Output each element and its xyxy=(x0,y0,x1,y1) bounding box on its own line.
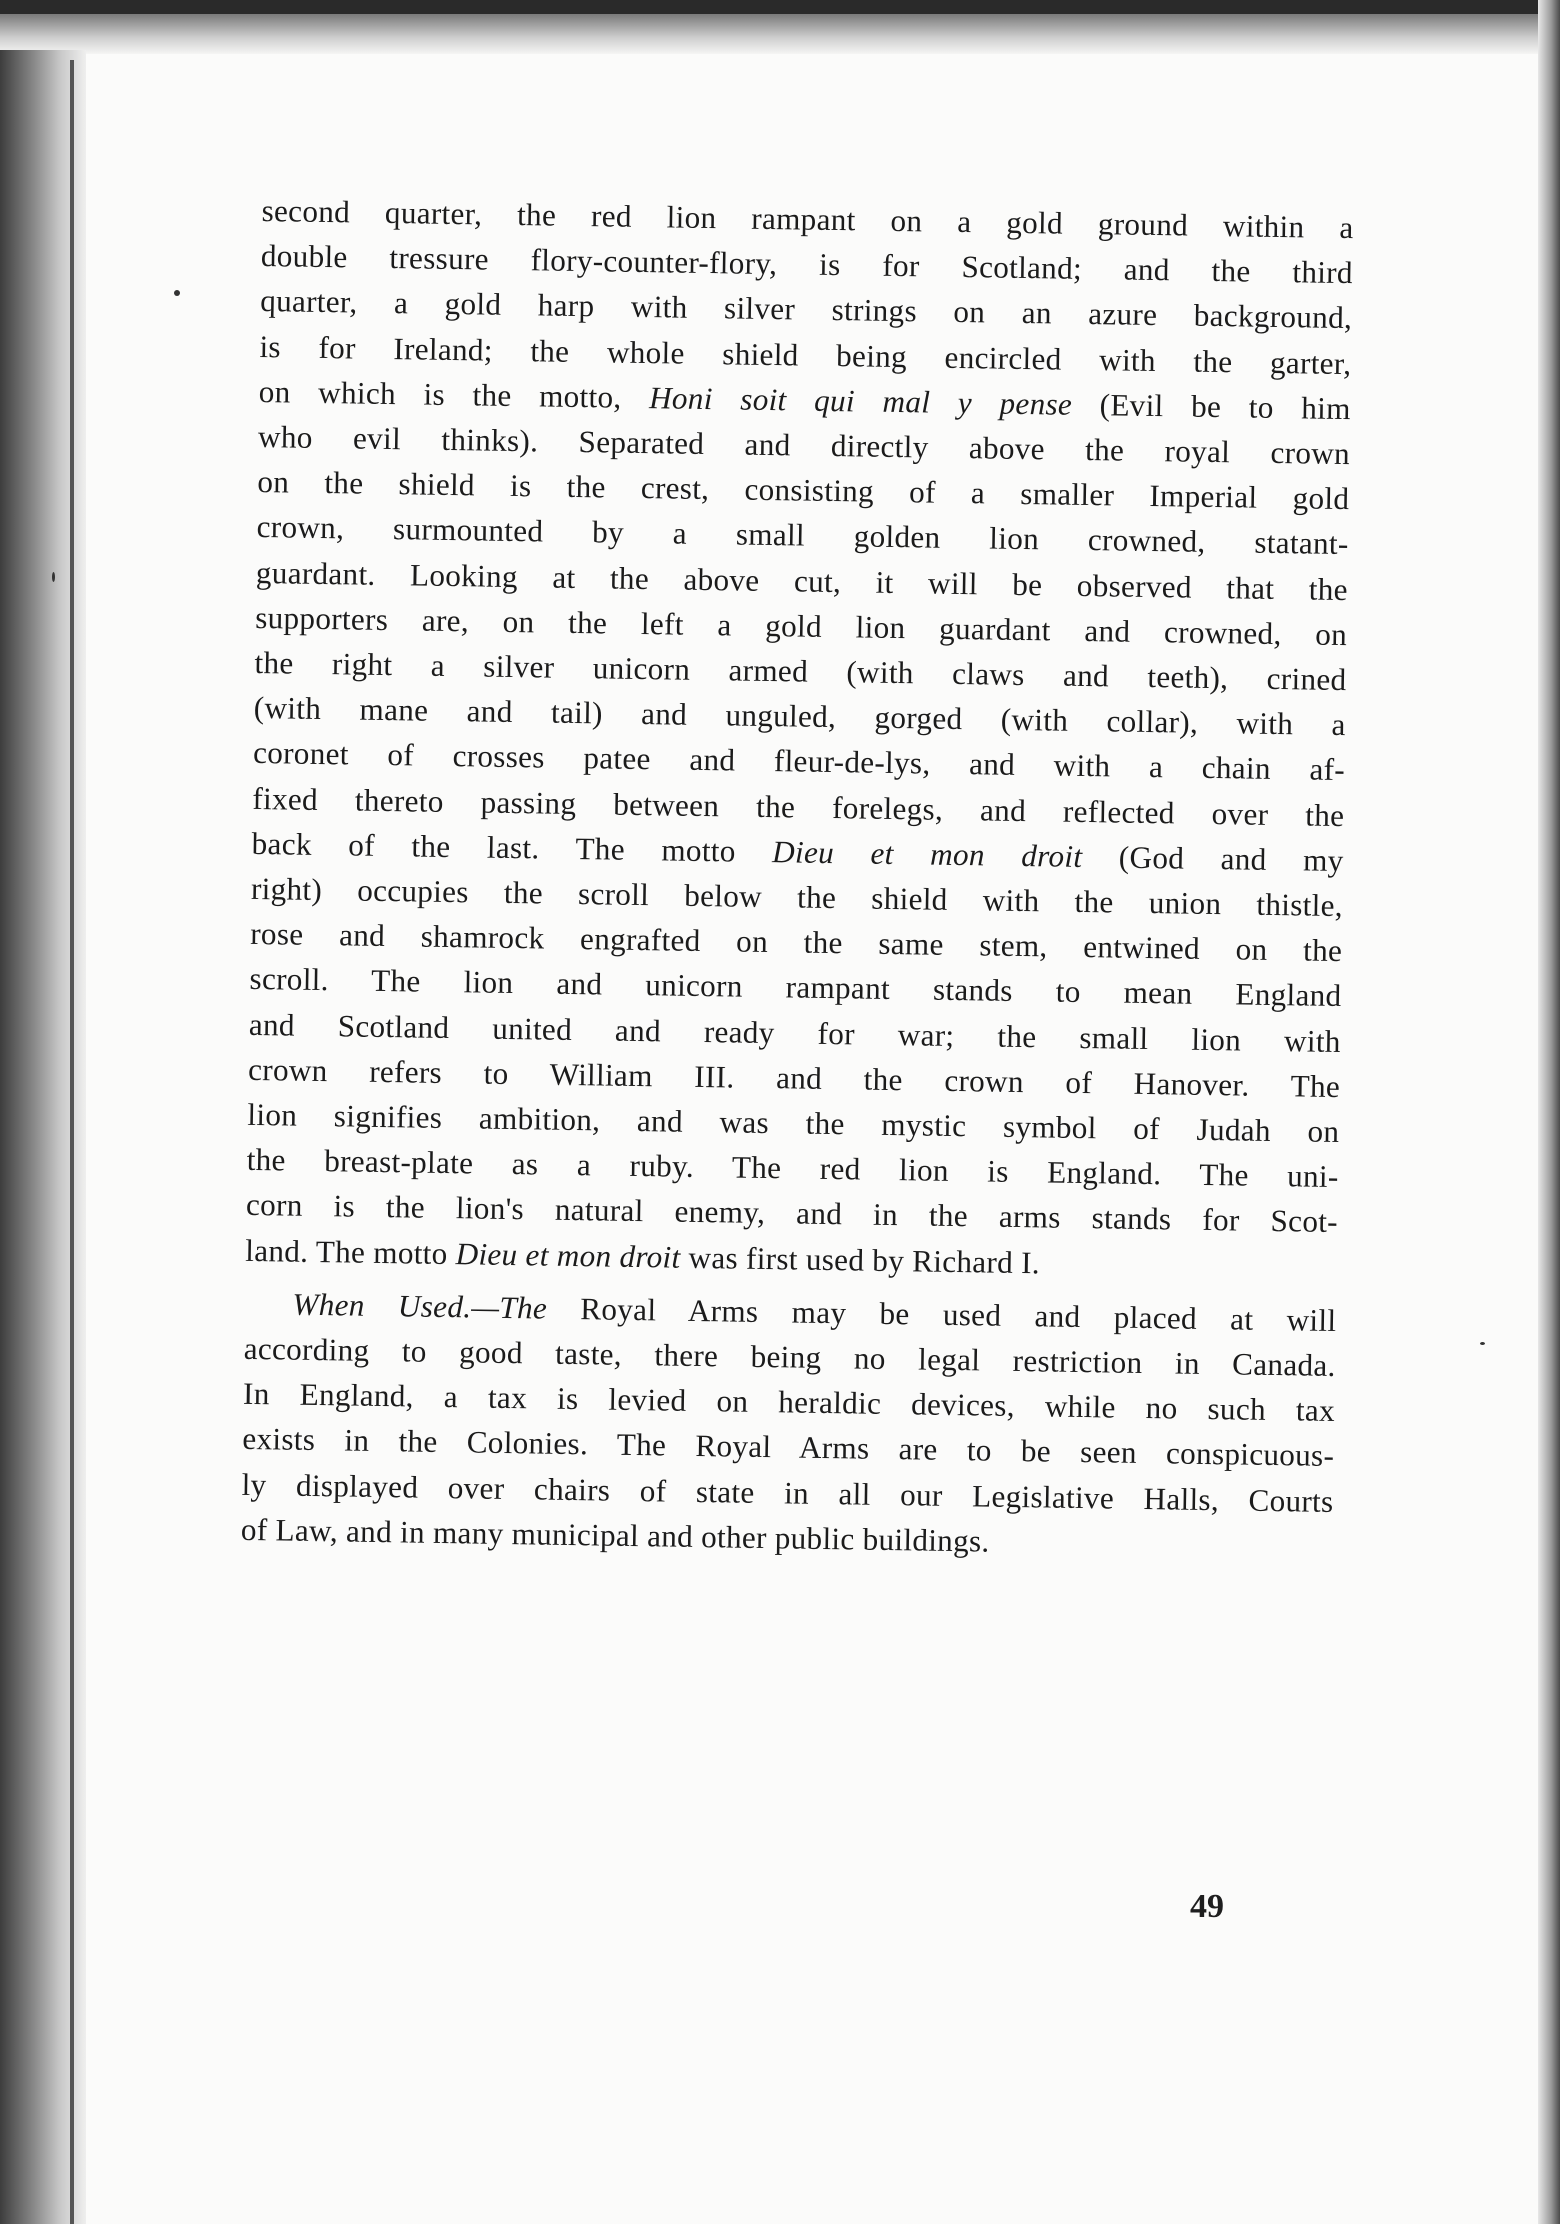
text-line: corn is the lion's natural enemy, and in the arms stands for Scot- xyxy=(245,1187,1339,1240)
text-line: right) occupies the scroll below the shield with the union thistle, xyxy=(250,870,1344,924)
text-line: guardant. Looking at the above cut, it will be observed that the xyxy=(255,554,1349,607)
text-line: double tressure flory-counter-flory, is for Scotland; and the third xyxy=(260,238,1354,291)
scan-speck xyxy=(52,572,55,582)
paragraph-1 xyxy=(245,188,1354,1290)
text-line: second quarter, the red lion rampant on a gold ground within a xyxy=(261,192,1354,246)
scan-right-edge xyxy=(1538,0,1560,2224)
scan-top-edge xyxy=(0,0,1560,14)
motto-italic: Dieu et mon droit xyxy=(771,833,1083,874)
text-line: of Law, and in many municipal and other public buildings. xyxy=(240,1511,990,1559)
body-text xyxy=(241,188,1354,1569)
text-line: fixed thereto passing between the forelegs, and reflected over the xyxy=(252,780,1345,833)
text-line: the right a silver unicorn armed (with claws and teeth), crined xyxy=(254,644,1347,698)
scan-speck xyxy=(174,290,180,296)
text-line: coronet of crosses patee and fleur-de-lys, and with a chain af- xyxy=(252,735,1346,788)
text-fragment: land. The motto xyxy=(245,1232,456,1271)
text-line: supporters are, on the left a gold lion guardant and crowned, on xyxy=(254,599,1348,652)
text-line: according to good taste, there being no legal restriction in Canada. xyxy=(243,1330,1336,1384)
text-fragment: (Evil be to him xyxy=(1071,386,1351,426)
text-line: ly displayed over chairs of state in all our Legislative Halls, Courts xyxy=(241,1466,1334,1519)
text-line: In England, a tax is levied on heraldic devices, while no such tax xyxy=(242,1376,1336,1429)
text-line: crown refers to William III. and the crown of Hanover. The xyxy=(247,1051,1341,1104)
paragraph-2 xyxy=(241,1281,1337,1569)
text-fragment: on which is the motto, xyxy=(258,373,650,415)
page-number: 49 xyxy=(1190,1888,1224,1925)
text-line: is for Ireland; the whole shield being encircled with the garter, xyxy=(259,328,1352,381)
text-fragment: back of the last. The motto xyxy=(251,825,773,869)
text-line: scroll. The lion and unicorn rampant stands to mean England xyxy=(249,961,1342,1014)
motto-italic: Honi soit qui mal y pense xyxy=(648,379,1073,422)
book-spine-line xyxy=(70,60,74,2224)
text-line: crown, surmounted by a small golden lion crowned, statant- xyxy=(256,509,1349,562)
text-line: quarter, a gold harp with silver strings on an azure background, xyxy=(259,283,1353,336)
text-fragment: was first used by Richard I. xyxy=(680,1239,1041,1281)
scan-speck xyxy=(1480,1342,1485,1345)
text-line: on the shield is the crest, consisting of a smaller Imperial gold xyxy=(257,464,1350,517)
text-fragment: Royal Arms may be used and placed at will xyxy=(546,1290,1337,1338)
text-line: the breast-plate as a ruby. The red lion is England. The uni- xyxy=(246,1142,1339,1195)
text-fragment: (God and my xyxy=(1082,838,1344,878)
scan-top-shadow xyxy=(0,14,1560,54)
motto-italic: Dieu et mon droit xyxy=(455,1235,681,1275)
section-heading-italic: When Used.—The xyxy=(292,1286,548,1326)
text-line: exists in the Colonies. The Royal Arms are to be seen conspicuous- xyxy=(242,1421,1335,1474)
text-line: rose and shamrock engrafted on the same stem, entwined on the xyxy=(250,916,1343,969)
text-line: and Scotland united and ready for war; the small lion with xyxy=(248,1006,1342,1059)
text-line: who evil thinks). Separated and directly above the royal crown xyxy=(257,418,1351,472)
text-line: (with mane and tail) and unguled, gorged (with collar), with a xyxy=(253,690,1346,743)
text-line: lion signifies ambition, and was the mystic symbol of Judah on xyxy=(247,1096,1340,1150)
